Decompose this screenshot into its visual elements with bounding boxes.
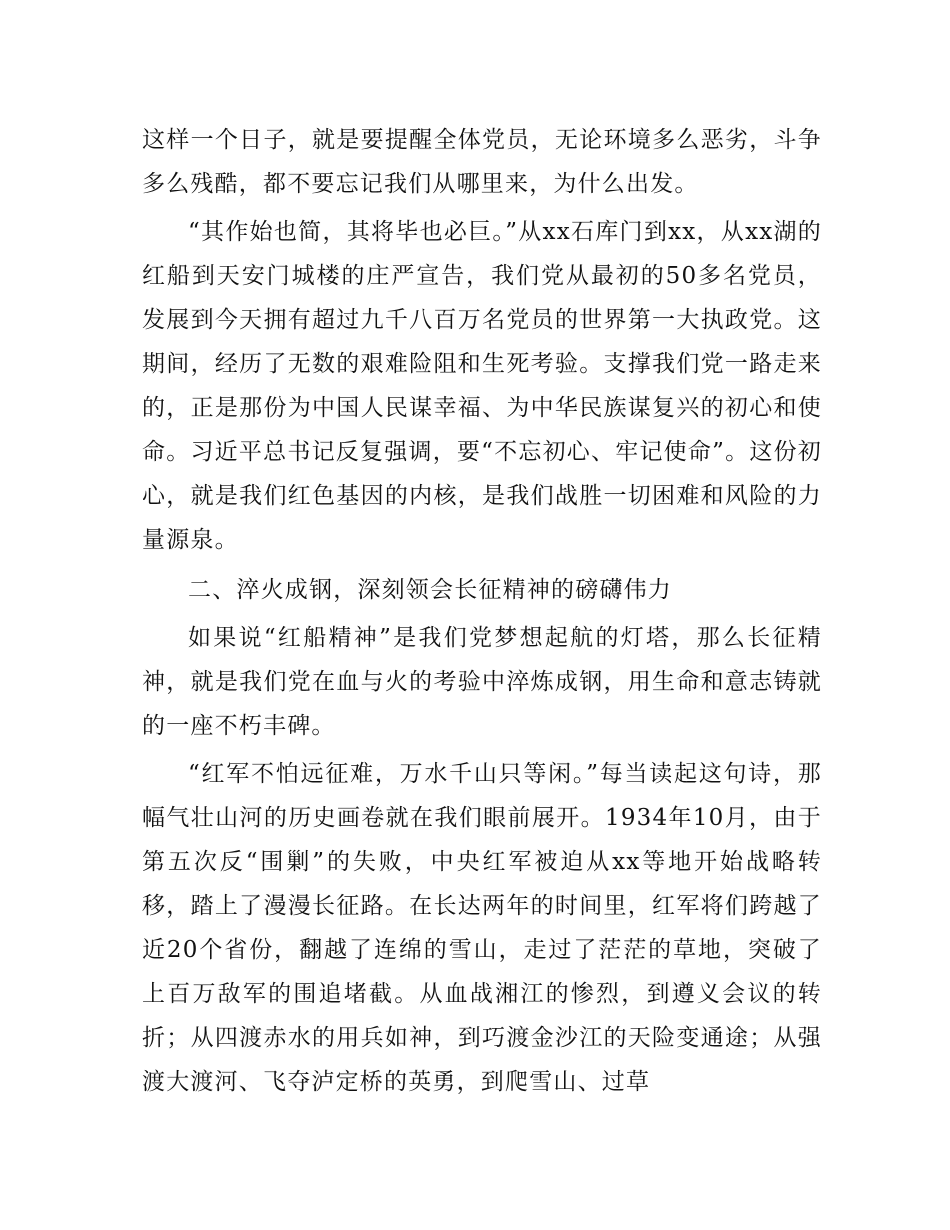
- document-body: [142, 118, 822, 1108]
- section-heading: 二、淬火成钢，深刻领会长征精神的磅礴伟力: [188, 577, 672, 603]
- paragraph-long-march-history: “红军不怕远征难，万水千山只等闲。”每当读起这句诗，那幅气壮山河的历史画卷就在我们眼前展开。1934年10月，由于第五次反“围剿”的失败，中央红军被迫从xx等地开始战略转移，踏上了漫漫长征路。在长达两年的时间里，红军将们跨越了近20个省份，翻越了连绵的雪山，走过了茫茫的草地，突破了上百万敌军的围追堵截。从血战湘江的惨烈，到遵义会议的转折；从四渡赤水的用兵如神，到巧渡金沙江的天险变通途；从强渡大渡河、飞夺泸定桥的英勇，到爬雪山、过草: [142, 761, 822, 1095]
- paragraph-long-march-intro: 如果说“红船精神”是我们党梦想起航的灯塔，那么长征精神，就是我们党在血与火的考验中淬炼成钢，用生命和意志铸就的一座不朽丰碑。: [142, 625, 822, 739]
- paragraph-origin: “其作始也简，其将毕也必巨。”从xx石库门到xx，从xx湖的红船到天安门城楼的庄严宣告，我们党从最初的50多名党员，发展到今天拥有超过九千八百万名党员的世界第一大执政党。这期间，经历了无数的艰难险阻和生死考验。支撑我们党一路走来的，正是那份为中国人民谋幸福、为中华民族谋复兴的初心和使命。习近平总书记反复强调，要“不忘初心、牢记使命”。这份初心，就是我们红色基因的内核，是我们战胜一切困难和风险的力量源泉。: [142, 219, 822, 553]
- paragraph-continuation: 这样一个日子，就是要提醒全体党员，无论环境多么恶劣，斗争多么残酷，都不要忘记我们从哪里来，为什么出发。: [142, 127, 822, 197]
